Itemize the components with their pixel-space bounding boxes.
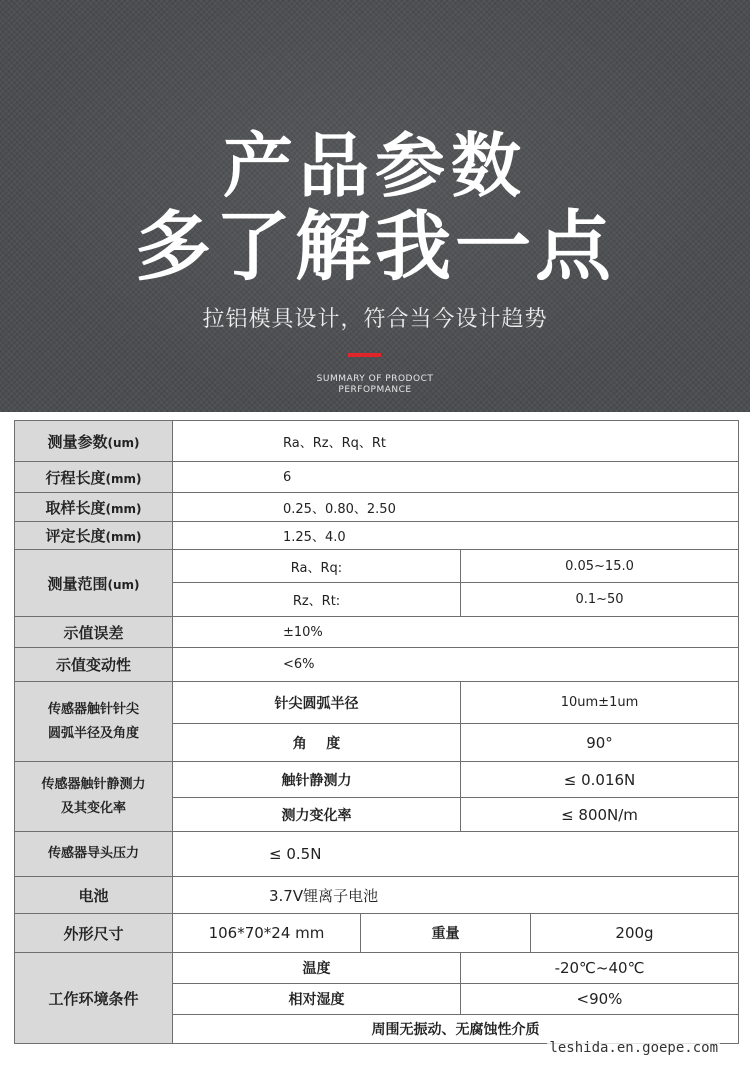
accent-divider <box>348 353 381 357</box>
spec-subname: 温度 <box>173 953 461 984</box>
hero-banner <box>0 0 750 412</box>
spec-label: 测量参数(um) <box>15 421 173 462</box>
spec-subname: 针尖圆弧半径 <box>173 682 461 724</box>
spec-label: 示值误差 <box>15 617 173 648</box>
spec-value: 1.25、4.0 <box>173 522 739 550</box>
spec-table <box>14 420 739 1044</box>
spec-subvalue: -20℃~40℃ <box>461 953 739 984</box>
spec-label: 示值变动性 <box>15 648 173 682</box>
spec-value: <6% <box>173 648 739 682</box>
table-row <box>15 914 739 953</box>
spec-label: 传感器导头压力 <box>15 832 173 877</box>
spec-value: ±10% <box>173 617 739 648</box>
spec-label: 传感器触针针尖 圆弧半径及角度 <box>15 682 173 762</box>
table-row <box>15 421 739 462</box>
spec-label: 电池 <box>15 877 173 914</box>
spec-subvalue: ≤ 0.016N <box>461 762 739 798</box>
weight-label: 重量 <box>361 914 531 953</box>
spec-value: 0.25、0.80、2.50 <box>173 493 739 522</box>
spec-subvalue: 0.05~15.0 <box>461 550 739 583</box>
table-row <box>15 550 739 583</box>
environment-note: 周围无振动、无腐蚀性介质 <box>173 1015 739 1044</box>
spec-subname: 相对湿度 <box>173 984 461 1015</box>
spec-label: 取样长度(mm) <box>15 493 173 522</box>
spec-value: 106*70*24 mm <box>173 914 361 953</box>
table-row <box>15 762 739 798</box>
weight-value: 200g <box>531 914 739 953</box>
spec-label: 测量范围(um) <box>15 550 173 617</box>
table-row <box>15 617 739 648</box>
spec-value: ≤ 0.5N <box>173 832 739 877</box>
table-row <box>15 953 739 984</box>
spec-label: 外形尺寸 <box>15 914 173 953</box>
spec-subname: 角 度 <box>173 724 461 762</box>
spec-subvalue: 90° <box>461 724 739 762</box>
table-row <box>15 682 739 724</box>
spec-label: 行程长度(mm) <box>15 462 173 493</box>
table-row <box>15 877 739 914</box>
spec-label: 传感器触针静测力 及其变化率 <box>15 762 173 832</box>
table-row <box>15 493 739 522</box>
spec-label: 评定长度(mm) <box>15 522 173 550</box>
spec-subvalue: ≤ 800N/m <box>461 798 739 832</box>
hero-en-line2: PERFOPMANCE <box>338 385 412 395</box>
hero-subtitle: 拉铝模具设计，符合当今设计趋势 <box>202 307 548 332</box>
spec-subname: Ra、Rq: <box>173 550 461 583</box>
spec-subname: 触针静测力 <box>173 762 461 798</box>
watermark: leshida.en.goepe.com <box>549 1040 718 1056</box>
hero-en-line1: SUMMARY OF PRODOCT <box>316 374 434 384</box>
spec-label: 工作环境条件 <box>15 953 173 1044</box>
table-row <box>15 522 739 550</box>
spec-subvalue: 0.1~50 <box>461 583 739 617</box>
table-row <box>15 648 739 682</box>
table-row <box>15 462 739 493</box>
spec-subvalue: 10um±1um <box>461 682 739 724</box>
spec-subvalue: <90% <box>461 984 739 1015</box>
table-row <box>15 832 739 877</box>
hero-title-line1: 产品参数 <box>223 125 527 207</box>
spec-value: 3.7V锂离子电池 <box>173 877 739 914</box>
hero-title-line2: 多了解我一点 <box>135 202 615 291</box>
spec-subname: Rz、Rt: <box>173 583 461 617</box>
spec-subname: 测力变化率 <box>173 798 461 832</box>
spec-value: Ra、Rz、Rq、Rt <box>173 421 739 462</box>
spec-value: 6 <box>173 462 739 493</box>
